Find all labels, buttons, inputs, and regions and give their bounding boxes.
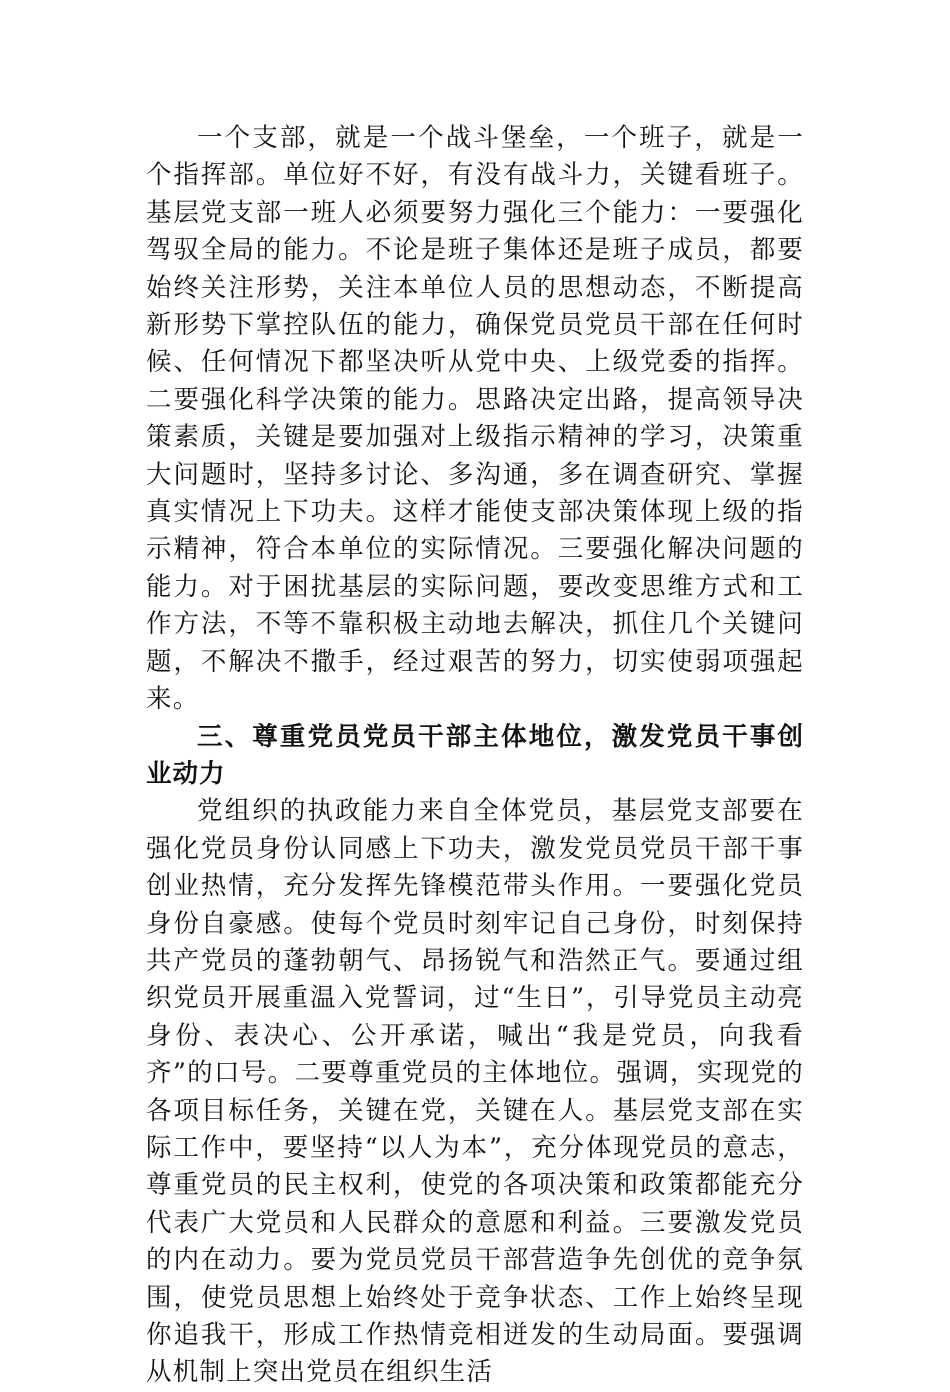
paragraph-member-role: 党组织的执政能力来自全体党员，基层党支部要在强化党员身份认同感上下功夫，激发党员党员干部干事创业热情，充分发挥先锋模范带头作用。一要强化党员身份自豪感。使每个党员时刻牢记自己身份，时刻保持共产党员的蓬勃朝气、昂扬锐气和浩然正气。要通过组织党员开展重温入党誓词，过“生日”，引导党员主动亮身份、表决心、公开承诺，喊出“我是党员，向我看齐”的口号。二要尊重党员的主体地位。强调，实现党的各项目标任务，关键在党，关键在人。基层党支部在实际工作中，要坚持“以人为本”，充分体现党员的意志，尊重党员的民主权利，使党的各项决策和政策都能充分代表广大党员和人民群众的意愿和利益。三要激发党员的内在动力。要为党员党员干部营造争先创优的竞争氛围，使党员思想上始终处于竞争状态、工作上始终呈现你追我干，形成工作热情竞相迸发的生动局面。要强调从机制上突出党员在组织生活 <box>146 796 804 1388</box>
section-heading-three: 三、尊重党员党员干部主体地位，激发党员干事创业动力 <box>146 721 804 789</box>
paragraph-team-capabilities: 一个支部，就是一个战斗堡垒，一个班子，就是一个指挥部。单位好不好，有没有战斗力，关键看班子。基层党支部一班人必须要努力强化三个能力：一要强化驾驭全局的能力。不论是班子集体还是班子成员，都要始终关注形势，关注本单位人员的思想动态，不断提高新形势下掌控队伍的能力，确保党员党员干部在任何时候、任何情况下都坚决听从党中央、上级党委的指挥。二要强化科学决策的能力。思路决定出路，提高领导决策素质，关键是要加强对上级指示精神的学习，决策重大问题时，坚持多讨论、多沟通，多在调查研究、掌握真实情况上下功夫。这样才能使支部决策体现上级的指示精神，符合本单位的实际情况。三要强化解决问题的能力。对于困扰基层的实际问题，要改变思维方式和工作方法，不等不靠积极主动地去解决，抓住几个关键问题，不解决不撒手，经过艰苦的努力，切实使弱项强起来。 <box>146 123 804 715</box>
document-body <box>146 120 804 1392</box>
